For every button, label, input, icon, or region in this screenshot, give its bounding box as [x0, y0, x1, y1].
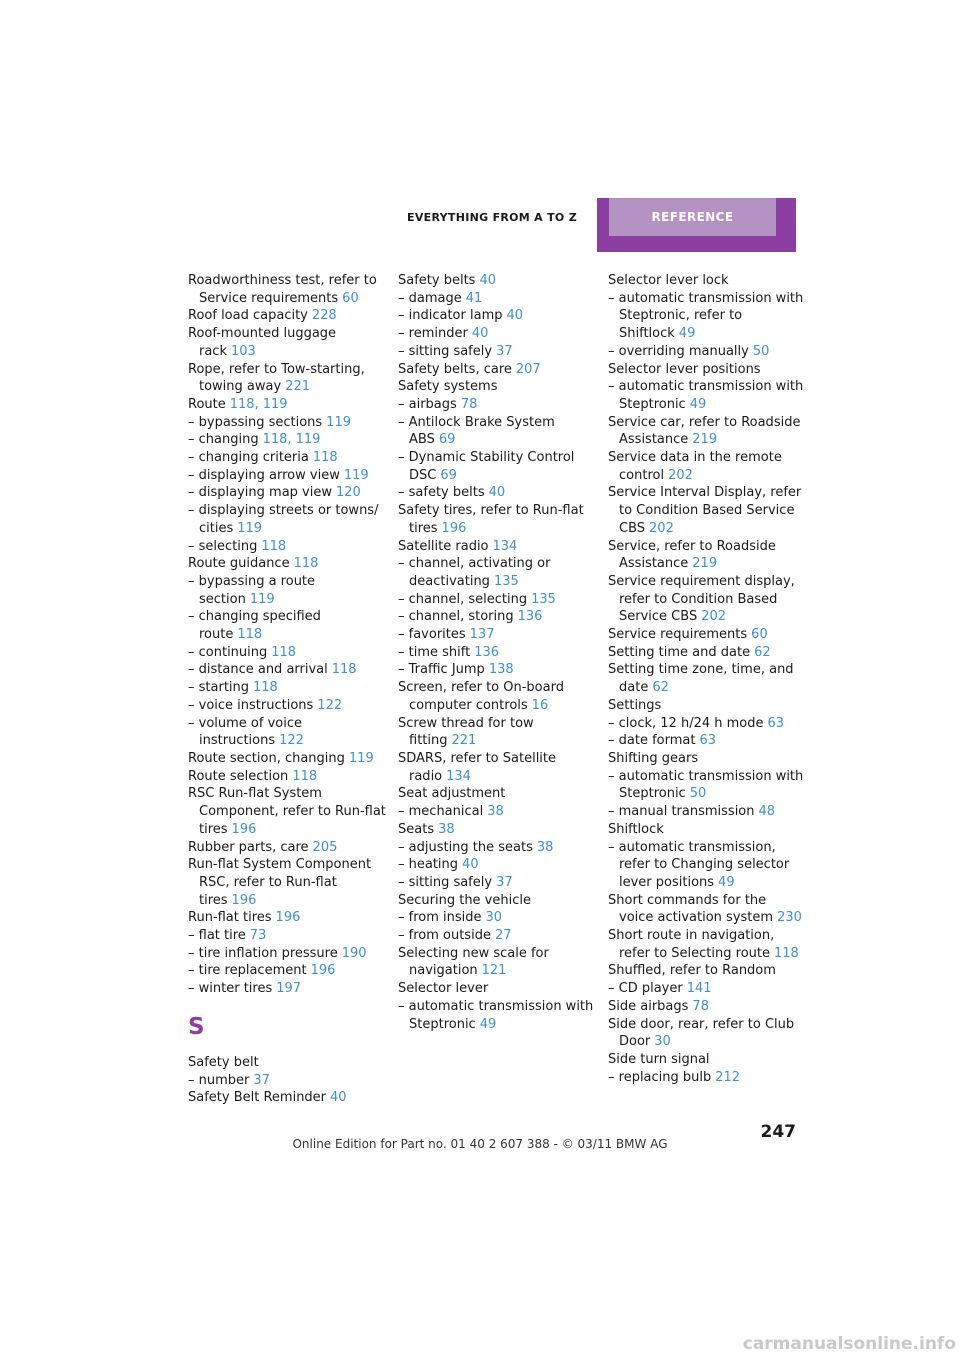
index-entry	[188, 768, 388, 786]
page-reference-link[interactable]: 119	[237, 520, 263, 536]
index-entry	[188, 325, 388, 360]
index-entry-text: – automatic transmission with Steptronic	[608, 379, 804, 412]
page-reference-link[interactable]: 37	[253, 1072, 270, 1088]
index-entry-text: Route guidance	[188, 556, 290, 572]
page-reference-link[interactable]: 202	[701, 609, 727, 625]
page-reference-link[interactable]: 136	[517, 609, 543, 625]
index-entry-text: Service Interval Display, refer to Condition Based Service CBS	[608, 485, 802, 536]
page-reference-link[interactable]: 30	[485, 910, 503, 926]
page-reference-link[interactable]: 37	[496, 343, 513, 359]
index-entry-text: – mechanical	[398, 804, 484, 820]
index-entry	[398, 874, 598, 892]
index-entry	[608, 962, 804, 980]
index-entry	[608, 732, 804, 750]
page-reference-link[interactable]: 196	[310, 963, 336, 979]
index-entry	[398, 803, 598, 821]
index-entry	[398, 750, 598, 785]
page-reference-link[interactable]: 190	[341, 945, 367, 961]
page-reference-link[interactable]: 50	[752, 343, 770, 359]
index-entry	[398, 538, 598, 556]
index-entry	[608, 538, 804, 573]
index-entry	[188, 555, 388, 573]
index-entry	[398, 626, 598, 644]
index-entry-text: – date format	[608, 733, 696, 749]
page-reference-link[interactable]: 16	[531, 697, 549, 713]
page-reference-link[interactable]: 38	[487, 804, 504, 820]
index-entry-text: – favorites	[398, 627, 466, 643]
index-entry-text: – manual transmission	[608, 804, 755, 820]
page-reference-link[interactable]: 135	[531, 591, 556, 607]
index-entry	[188, 573, 388, 608]
index-entry	[188, 272, 388, 307]
page-reference-link[interactable]: 69	[438, 432, 456, 448]
index-entry-text: – replacing bulb	[608, 1069, 712, 1085]
index-entry	[608, 750, 804, 768]
index-entry-text: Service, refer to Roadside Assistance	[608, 538, 776, 572]
index-entry	[188, 750, 388, 768]
page-reference-link[interactable]: 118	[293, 556, 319, 572]
page-reference-link[interactable]: 78	[692, 998, 709, 1014]
index-entry	[188, 962, 388, 980]
index-entry-text: – Dynamic Stability Control DSC	[398, 450, 575, 483]
page-reference-link[interactable]: 219	[692, 556, 718, 572]
index-entry-text: Side airbags	[608, 998, 689, 1014]
page-number: 247	[760, 1122, 796, 1142]
index-entry-text: Roof load capacity	[188, 308, 308, 324]
index-entry	[188, 396, 388, 414]
page-reference-link[interactable]: 73	[249, 928, 267, 944]
index-entry-text: – channel, storing	[398, 609, 514, 625]
page-reference-link[interactable]: 60	[342, 290, 359, 306]
index-entry-text: – displaying arrow view	[188, 467, 340, 483]
index-entry-text: – sitting safely	[398, 874, 493, 890]
index-entry-text: Run-flat tires	[188, 910, 272, 926]
index-entry-text: – changing criteria	[188, 450, 309, 466]
index-column-1	[188, 272, 388, 1107]
index-entry-text: Route selection	[188, 768, 289, 784]
index-entry-text: Service data in the remote control	[608, 450, 782, 483]
index-entry	[608, 1069, 804, 1087]
page-reference-link[interactable]: 221	[285, 379, 311, 395]
index-entry-text: – voice instructions	[188, 697, 314, 713]
index-entry-text: Selecting new scale for navigation	[398, 945, 549, 979]
index-entry	[188, 679, 388, 697]
index-entry	[608, 980, 804, 998]
index-entry	[608, 661, 804, 696]
index-entry-text: Rope, refer to Tow-starting, towing away	[188, 361, 365, 395]
index-entry-text: Service requirements	[608, 627, 748, 643]
index-entry	[188, 945, 388, 963]
index-entry	[398, 272, 598, 290]
page-reference-link[interactable]: 122	[279, 733, 304, 749]
index-entry-text: Seats	[398, 821, 435, 837]
page-reference-link[interactable]: 30	[654, 1034, 671, 1050]
page-reference-link[interactable]: 48	[758, 804, 776, 820]
index-entry-text: Route	[188, 396, 226, 412]
index-entry-text: Selector lever lock	[608, 273, 729, 288]
page-reference-link[interactable]: 118	[229, 396, 255, 412]
index-entry-text: Short commands for the voice activation system	[608, 892, 774, 926]
index-entry	[608, 378, 804, 413]
index-entry	[608, 697, 804, 715]
page-reference-link[interactable]: 202	[649, 520, 674, 536]
index-entry	[188, 909, 388, 927]
index-entry-text: – from outside	[398, 928, 491, 944]
page-reference-link[interactable]: 196	[231, 892, 257, 908]
index-entry	[398, 591, 598, 609]
index-entry	[608, 998, 804, 1016]
index-entry	[608, 892, 804, 927]
index-entry-text: – channel, activating or deactivating	[398, 556, 551, 589]
index-entry-text: Roof-mounted luggage rack	[188, 326, 337, 359]
index-entry-text: SDARS, refer to Satellite radio	[398, 750, 557, 784]
index-column-2	[398, 272, 598, 1033]
index-entry-text: Service requirement display, refer to Condition Based Service CBS	[608, 573, 795, 625]
index-entry	[608, 272, 804, 290]
index-entry-text: – winter tires	[188, 981, 273, 997]
page-reference-link[interactable]: 119	[326, 414, 351, 430]
page-reference-link[interactable]: 119	[343, 467, 369, 483]
index-entry-text: Short route in navigation, refer to Selecting route	[608, 928, 775, 961]
index-entry	[608, 839, 804, 892]
index-entry-text: – damage	[398, 290, 462, 306]
index-entry	[398, 998, 598, 1033]
index-entry	[188, 449, 388, 467]
index-entry	[188, 785, 388, 838]
index-entry	[188, 644, 388, 662]
index-entry	[398, 414, 598, 449]
index-entry-text: – distance and arrival	[188, 662, 328, 678]
index-entry-text: Safety Belt Reminder	[188, 1090, 327, 1106]
index-entry-text: – automatic transmission with Steptronic	[608, 768, 804, 802]
index-entry-text: – volume of voice instructions	[188, 715, 302, 749]
index-entry-text: – Traffic Jump	[398, 662, 485, 678]
index-entry-text: – automatic transmission with Steptronic, refer to Shiftlock	[608, 290, 804, 342]
index-entry	[188, 980, 388, 998]
page-reference-link[interactable]: 118	[331, 662, 357, 678]
index-entry-text: Screw thread for tow fitting	[398, 715, 534, 749]
index-entry	[608, 484, 804, 537]
page-reference-link[interactable]: 134	[446, 768, 471, 784]
index-entry	[188, 856, 388, 909]
index-entry-text: Service car, refer to Roadside Assistance	[608, 414, 801, 448]
page-reference-link[interactable]: 212	[715, 1069, 741, 1085]
index-entry	[608, 1051, 804, 1069]
index-entry	[398, 644, 598, 662]
index-column-3	[608, 272, 804, 1086]
index-entry-text: Settings	[608, 697, 662, 713]
page-reference-link[interactable]: 38	[438, 821, 455, 837]
page-reference-link[interactable]: 40	[462, 857, 479, 873]
index-entry	[398, 396, 598, 414]
index-entry-text: – time shift	[398, 644, 471, 660]
index-entry	[188, 361, 388, 396]
index-entry	[398, 892, 598, 910]
index-entry-text: Shiftlock	[608, 821, 664, 837]
page-reference-link[interactable]: 63	[767, 715, 785, 731]
page-reference-link[interactable]: 118	[261, 538, 287, 554]
index-entry	[608, 449, 804, 484]
page-reference-link[interactable]: 230	[777, 910, 802, 926]
index-entry-text: – tire replacement	[188, 963, 307, 979]
index-entry	[398, 378, 598, 396]
page-reference-link[interactable]: 119	[249, 591, 275, 607]
index-entry-text: – overriding manually	[608, 343, 749, 359]
section-title: EVERYTHING FROM A TO Z	[407, 211, 577, 224]
index-entry-text: – number	[188, 1072, 250, 1088]
index-entry-text: Safety tires, refer to Run-flat tires	[398, 503, 584, 536]
index-entry-text: – sitting safely	[398, 343, 493, 359]
index-entry-text: Satellite radio	[398, 538, 489, 554]
index-entry	[608, 343, 804, 361]
edition-footer: Online Edition for Part no. 01 40 2 607 388 - © 03/11 BMW AG	[292, 1137, 668, 1151]
page-reference-link[interactable]: 60	[751, 627, 768, 643]
index-entry	[398, 927, 598, 945]
page-reference-link[interactable]: 196	[275, 910, 301, 926]
index-entry-text: Screen, refer to On-board computer controls	[398, 680, 564, 713]
index-entry	[188, 307, 388, 325]
index-entry-text: Side door, rear, refer to Club Door	[608, 1016, 795, 1050]
index-entry-text: Side turn signal	[608, 1051, 710, 1067]
index-entry-text: Roadworthiness test, refer to Service requirements	[188, 273, 377, 306]
index-entry-text: – bypassing sections	[188, 414, 323, 430]
index-entry-text: – displaying map view	[188, 485, 332, 501]
index-entry-text: RSC Run-flat System Component, refer to Run-flat tires	[188, 786, 386, 837]
index-entry-text: – changing specified route	[188, 609, 321, 643]
index-entry	[608, 573, 804, 626]
index-entry-text: – CD player	[608, 981, 683, 997]
index-entry-text: – Antilock Brake System ABS	[398, 414, 555, 448]
page-reference-link[interactable]: 49	[678, 326, 696, 342]
page-reference-link[interactable]: 120	[335, 485, 361, 501]
page-reference-link[interactable]: 69	[440, 467, 457, 483]
index-entry-text: – reminder	[398, 326, 468, 342]
index-entry-text: Safety belts, care	[398, 361, 512, 377]
index-entry	[608, 290, 804, 343]
watermark: carmanualsonline.info	[742, 1334, 956, 1354]
index-entry	[398, 290, 598, 308]
index-entry-text: Setting time and date	[608, 644, 751, 660]
index-entry	[398, 821, 598, 839]
index-entry-text: Securing the vehicle	[398, 892, 531, 908]
index-entry-text: – bypassing a route section	[188, 573, 316, 607]
section-letter-heading: S	[188, 1013, 205, 1040]
page-reference-link[interactable]: 136	[474, 644, 500, 660]
index-entry-text: Selector lever positions	[608, 361, 761, 377]
index-entry-text: – indicator lamp	[398, 308, 503, 324]
index-entry	[398, 325, 598, 343]
page-reference-link[interactable]: 78	[460, 396, 478, 412]
index-entry	[188, 467, 388, 485]
index-entry-text: Safety belt	[188, 1054, 259, 1070]
page-reference-link[interactable]: 50	[689, 786, 707, 802]
page-reference-link[interactable]: 40	[488, 485, 506, 501]
index-entry	[608, 414, 804, 449]
page-reference-link[interactable]: 228	[311, 308, 337, 324]
index-entry	[398, 715, 598, 750]
page-reference-link[interactable]: 122	[317, 697, 343, 713]
index-entry	[398, 361, 598, 379]
index-entry	[608, 715, 804, 733]
page-reference-link[interactable]: 40	[471, 326, 489, 342]
page-reference-link[interactable]: 49	[689, 396, 707, 412]
page-reference-link[interactable]: 40	[506, 308, 524, 324]
page-reference-link[interactable]: 196	[441, 520, 467, 536]
page-reference-link[interactable]: 37	[496, 874, 513, 890]
index-entry-text: – flat tire	[188, 928, 246, 944]
index-entry	[398, 484, 598, 502]
index-entry-text: Seat adjustment	[398, 786, 506, 802]
reference-tab	[597, 198, 796, 252]
index-entry	[188, 431, 388, 449]
index-entry	[188, 1072, 388, 1090]
page-reference-link[interactable]: 40	[479, 273, 496, 288]
index-entry	[398, 307, 598, 325]
index-entry-text: – changing	[188, 432, 259, 448]
page-reference-link[interactable]: 121	[481, 963, 507, 979]
index-entry	[398, 909, 598, 927]
index-entry	[188, 1054, 388, 1072]
index-entry	[188, 608, 388, 643]
index-entry	[188, 484, 388, 502]
index-entry	[398, 980, 598, 998]
index-entry-text: – displaying streets or towns/ cities	[188, 503, 379, 536]
index-entry	[398, 343, 598, 361]
page-reference-link[interactable]: 118	[312, 450, 338, 466]
index-entry-text: Shuffled, refer to Random	[608, 963, 776, 979]
index-entry-text: Run-flat System Component RSC, refer to Run-flat tires	[188, 857, 372, 908]
page-separator: ,	[287, 432, 292, 448]
index-entry	[398, 608, 598, 626]
index-entry-text: – channel, selecting	[398, 591, 528, 607]
index-entry-text: – clock, 12 h/24 h mode	[608, 715, 764, 731]
page-reference-link[interactable]: 63	[699, 733, 716, 749]
index-entry	[398, 555, 598, 590]
page-separator: ,	[254, 396, 259, 412]
index-entry	[188, 661, 388, 679]
index-entry-text: Route section, changing	[188, 750, 345, 766]
page-reference-link[interactable]: 41	[465, 290, 483, 306]
page-reference-link[interactable]: 62	[652, 680, 669, 696]
page-reference-link[interactable]: 118	[262, 432, 288, 448]
index-entry	[398, 661, 598, 679]
index-entry	[608, 644, 804, 662]
index-entry	[398, 856, 598, 874]
index-entry	[608, 821, 804, 839]
index-entry	[188, 538, 388, 556]
index-entry	[188, 414, 388, 432]
page-reference-link[interactable]: 49	[479, 1016, 497, 1032]
index-entry	[398, 502, 598, 537]
index-entry-text: – adjusting the seats	[398, 839, 533, 855]
index-entry-text: – continuing	[188, 644, 268, 660]
page-reference-link[interactable]: 138	[488, 662, 514, 678]
index-entry	[608, 626, 804, 644]
page-reference-link[interactable]: 40	[330, 1090, 347, 1106]
page-reference-link[interactable]: 221	[451, 733, 477, 749]
index-entry	[188, 839, 388, 857]
index-entry-text: Safety systems	[398, 379, 498, 395]
index-entry-text: Setting time zone, time, and date	[608, 662, 794, 696]
index-entry-text: Shifting gears	[608, 750, 699, 766]
page-reference-link[interactable]: 103	[231, 343, 256, 359]
page-reference-link[interactable]: 196	[231, 821, 257, 837]
page-reference-link[interactable]: 202	[668, 467, 693, 483]
index-entry-text: – airbags	[398, 396, 457, 412]
index-entry-text: – starting	[188, 680, 250, 696]
page-reference-link[interactable]: 134	[492, 538, 518, 554]
index-entry	[188, 715, 388, 750]
page-reference-link[interactable]: 62	[754, 644, 771, 660]
page-reference-link[interactable]: 118	[773, 945, 799, 961]
index-entry	[398, 449, 598, 484]
page-reference-link[interactable]: 207	[515, 361, 541, 377]
page-reference-link[interactable]: 118	[271, 644, 297, 660]
index-entry	[398, 839, 598, 857]
index-entry-text: Rubber parts, care	[188, 839, 309, 855]
page-reference-link[interactable]: 49	[718, 874, 735, 890]
index-entry	[188, 1089, 388, 1107]
index-entry	[188, 502, 388, 537]
index-entry	[608, 361, 804, 379]
page-reference-link[interactable]: 197	[276, 981, 302, 997]
page-reference-link[interactable]: 119	[348, 750, 374, 766]
index-entry-text: Selector lever	[398, 981, 489, 997]
index-entry	[608, 927, 804, 962]
index-entry-text: Safety belts	[398, 273, 476, 288]
page-reference-link[interactable]: 38	[536, 839, 554, 855]
index-entry	[608, 803, 804, 821]
index-entry	[188, 697, 388, 715]
page-reference-link[interactable]: 141	[686, 981, 712, 997]
index-entry	[188, 927, 388, 945]
index-entry-text: – automatic transmission, refer to Changing selector lever positions	[608, 839, 790, 890]
index-entry-text: – from inside	[398, 910, 482, 926]
page-reference-link[interactable]: 118	[253, 680, 278, 696]
index-entry	[398, 785, 598, 803]
index-entry-text: – automatic transmission with Steptronic	[398, 998, 594, 1032]
index-entry-text: – safety belts	[398, 485, 485, 501]
page-reference-link[interactable]: 137	[469, 627, 495, 643]
index-entry-text: – selecting	[188, 538, 258, 554]
index-entry	[608, 1016, 804, 1051]
page-reference-link[interactable]: 205	[312, 839, 338, 855]
page-reference-link[interactable]: 27	[494, 928, 512, 944]
page-reference-link[interactable]: 119	[295, 432, 321, 448]
page-reference-link[interactable]: 118	[237, 627, 263, 643]
page-reference-link[interactable]: 119	[262, 396, 288, 412]
reference-tab-label: REFERENCE	[609, 198, 776, 236]
index-entry-text: – tire inflation pressure	[188, 945, 338, 961]
page-reference-link[interactable]: 118	[292, 768, 318, 784]
index-entry	[608, 768, 804, 803]
index-entry-text: – heating	[398, 857, 459, 873]
page-reference-link[interactable]: 135	[493, 573, 519, 589]
index-entry	[398, 945, 598, 980]
page-reference-link[interactable]: 219	[692, 432, 718, 448]
index-entry	[398, 679, 598, 714]
